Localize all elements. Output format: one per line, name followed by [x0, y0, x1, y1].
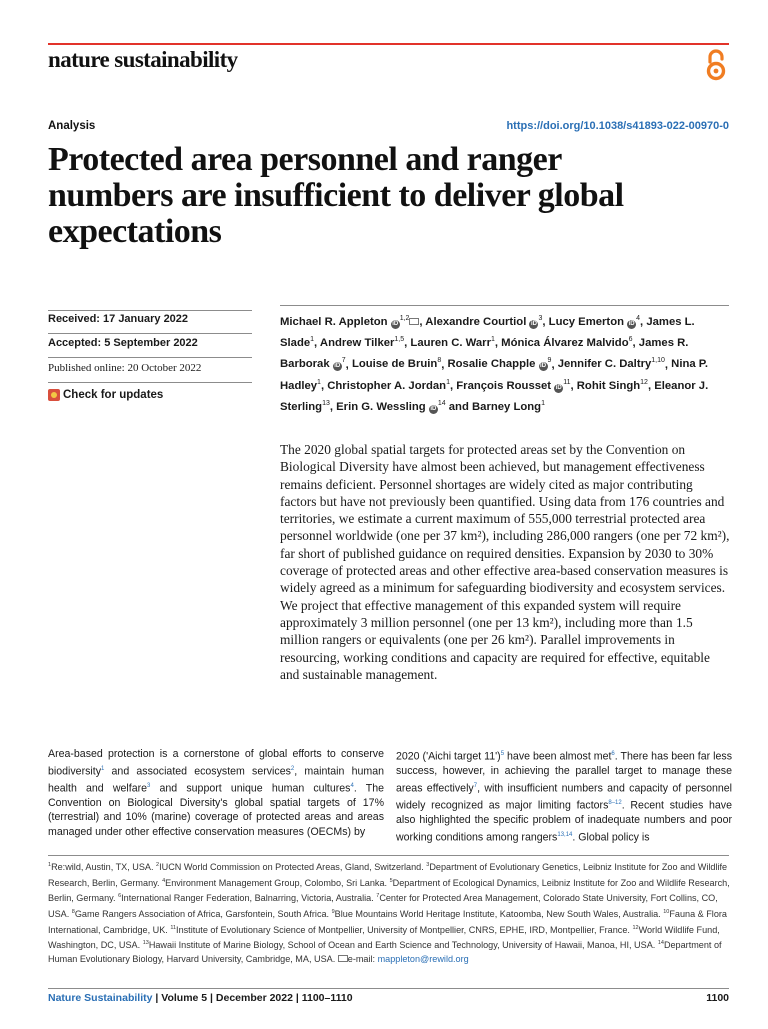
- divider: [48, 310, 252, 311]
- affiliation-text: International Ranger Federation, Balnarring, Victoria, Australia.: [121, 893, 377, 904]
- author-name[interactable]: Eleanor J. Sterling: [280, 379, 709, 414]
- divider: [280, 305, 729, 306]
- citation-ref[interactable]: 6: [611, 751, 615, 757]
- author-entry: [501, 337, 632, 349]
- check-updates-icon: [48, 389, 60, 401]
- author-entry: [320, 337, 404, 349]
- citation-ref[interactable]: 13,14: [557, 831, 573, 838]
- affiliation-text: Game Rangers Association of Africa, Garsfontein, South Africa.: [74, 908, 332, 919]
- affiliation-text: Hawaii Institute of Marine Biology, School of Ocean and Earth Science and Technology, University of Hawaii, Manoa, HI, USA.: [148, 940, 658, 951]
- footer-citation: [48, 992, 353, 1004]
- author-affiliation-ref: 1: [541, 400, 545, 408]
- citation-ref[interactable]: 4: [350, 782, 354, 789]
- author-entry: [410, 337, 494, 349]
- citation-ref[interactable]: 1: [101, 765, 105, 772]
- affiliation-text: Center for Protected Area Management, Colorado State University, Fort Collins, CO, USA.: [48, 893, 718, 919]
- orcid-icon[interactable]: iD: [555, 384, 562, 391]
- affiliation-number: 8: [71, 908, 75, 915]
- divider: [48, 357, 252, 358]
- citation-ref[interactable]: 3: [147, 782, 151, 789]
- divider: [48, 988, 729, 989]
- page-number: 1100: [706, 992, 729, 1004]
- article-type: Analysis: [48, 120, 96, 132]
- author-name[interactable]: Alexandre Courtiol: [425, 315, 527, 328]
- author-name[interactable]: James R. Barborak: [280, 337, 689, 371]
- affiliation-number: 14: [657, 940, 664, 947]
- author-name[interactable]: Lucy Emerton: [548, 315, 624, 328]
- footer-journal-name[interactable]: Nature Sustainability: [48, 992, 153, 1004]
- affiliation-text: Department of Evolutionary Genetics, Leibniz Institute for Zoo and Wildlife Research, Berlin, Germany.: [48, 862, 728, 888]
- author-affiliation-ref: 1: [310, 336, 315, 344]
- author-name[interactable]: Barney Long: [472, 401, 542, 414]
- orcid-icon[interactable]: iD: [392, 320, 399, 327]
- author-list: Michael R. Appleton iD$^{1,2}$ , Alexandre Courtiol $iD^3$, Lucy Emerton $iD^4$, James L. Slade$^1$, Andrew Tilker$^{1,5}$, Lauren C. Warr$^1$, Mónica Álvarez Malvido$^6$, James R. Barborak $iD^7$, Louise de Bruin$^8$, Rosalie Chapple $iD^9$, Jennifer C. Daltry$^{1,10}$, Nina P. Hadley$^1$, Christopher A. Jordan$^1$, François Rousset $iD^{11}$, Rohit Singh$^{12}$, Eleanor J. Sterling$^{13}$, Erin G. Wessling $iD^{14}$ and Barney Long$^1$: [280, 315, 709, 414]
- email-label: e-mail:: [347, 953, 378, 964]
- author-name[interactable]: Michael R. Appleton: [280, 315, 388, 328]
- author-name[interactable]: François Rousset: [456, 379, 552, 392]
- citation-ref[interactable]: 5: [500, 751, 505, 757]
- affiliation-number: 12: [632, 924, 639, 931]
- author-affiliation-ref: 13: [322, 400, 330, 408]
- published-date: Published online: 20 October 2022: [48, 362, 202, 374]
- citation-ref[interactable]: 7: [473, 782, 478, 789]
- abstract: The 2020 global spatial targets for protected areas set by the Convention on Biological Diversity have almost been achieved, but management effectiveness remains deficient. Personnel shortages are widely cited as major contributing factors but have not previously been quantified. Using data from 176 countries and territories, we estimate a current maximum of 555,000 terrestrial protected area personnel worldwide (one per 37 km²), including 286,000 rangers (one per 72 km²), far short of published guidance on required densities. Expansion by 2030 to 30% coverage of protected areas and other effective area-based conservation measures is widely agreed as a minimum for safeguarding biodiversity and ecosystem services. We project that effective management of this expanded system will require approximately 3 million personnel (one per 13 km²), including more than 1.5 million rangers or equivalents (one per 26 km²). Parallel improvements in resourcing, working conditions and capacity are required for effective, equitable and sustainable management.: [280, 442, 730, 682]
- footer-volume-info: | Volume 5 | December 2022 | 1100–1110: [152, 992, 353, 1004]
- author-entry: [549, 316, 640, 328]
- affiliation-number: 2: [156, 862, 160, 868]
- author-name[interactable]: Christopher A. Jordan: [327, 379, 447, 392]
- affiliation-text: Department of Human Evolutionary Biology, Harvard University, Cambridge, MA, USA.: [48, 940, 722, 964]
- author-entry: [352, 358, 441, 370]
- author-affiliation-ref: 1,2: [399, 315, 410, 322]
- affiliation-text: Environment Management Group, Colombo, Sri Lanka.: [165, 877, 390, 888]
- author-entry: [472, 401, 545, 413]
- divider: [48, 333, 252, 334]
- author-entry: [577, 380, 648, 392]
- affiliations: [48, 859, 732, 966]
- author-entry: [280, 316, 419, 328]
- author-name[interactable]: Lauren C. Warr: [410, 337, 491, 350]
- author-affiliation-ref: 9: [547, 357, 552, 365]
- affiliation-text: Department of Ecological Dynamics, Leibniz Institute for Zoo and Wildlife Research, Berlin, Germany.: [48, 877, 730, 904]
- author-affiliation-ref: 14: [437, 400, 446, 408]
- affiliation-text: Re:wild, Austin, TX, USA.: [51, 862, 157, 873]
- orcid-icon[interactable]: iD: [334, 363, 341, 370]
- check-for-updates-button[interactable]: [48, 389, 163, 401]
- author-name[interactable]: Mónica Álvarez Malvido: [501, 337, 629, 350]
- affiliation-text: IUCN World Commission on Protected Areas, Gland, Switzerland.: [159, 862, 427, 873]
- author-entry: [425, 316, 542, 328]
- author-affiliation-ref: 1,5: [394, 336, 405, 344]
- doi-link[interactable]: https://doi.org/10.1038/s41893-022-00970-0: [506, 120, 729, 132]
- author-affiliation-ref: 1: [446, 379, 450, 387]
- affiliation-number: 10: [663, 908, 670, 915]
- citation-ref[interactable]: 8–12: [608, 799, 622, 806]
- author-entry: [336, 401, 446, 413]
- author-name[interactable]: Rohit Singh: [576, 379, 641, 392]
- author-entry: [558, 358, 665, 370]
- author-entry: [456, 380, 570, 392]
- divider: [48, 382, 252, 383]
- article-title: Protected area personnel and ranger numbers are insufficient to deliver global expectations: [48, 141, 624, 250]
- affiliation-text: World Wildlife Fund, Washington, DC, USA.: [48, 924, 720, 951]
- author-entry: [448, 358, 552, 370]
- accepted-date: Accepted: 5 September 2022: [48, 337, 198, 349]
- author-affiliation-ref: 1: [490, 336, 495, 344]
- orcid-icon[interactable]: iD: [628, 320, 635, 327]
- author-name[interactable]: Nina P. Hadley: [280, 358, 709, 392]
- author-affiliation-ref: 3: [538, 315, 543, 322]
- citation-ref[interactable]: 2: [290, 765, 295, 772]
- orcid-icon[interactable]: iD: [530, 320, 537, 327]
- author-name[interactable]: Jennifer C. Daltry: [557, 358, 652, 371]
- author-name[interactable]: Louise de Bruin: [351, 358, 438, 371]
- author-name[interactable]: James L. Slade: [280, 315, 695, 350]
- orcid-icon[interactable]: iD: [430, 406, 437, 413]
- journal-name: nature sustainability: [48, 47, 238, 72]
- affiliation-text: Fauna & Flora International, Cambridge, UK.: [48, 908, 727, 935]
- author-name[interactable]: Erin G. Wessling: [336, 401, 426, 414]
- orcid-icon[interactable]: iD: [540, 363, 547, 370]
- author-affiliation-ref: 6: [628, 336, 633, 344]
- author-name[interactable]: Andrew Tilker: [319, 337, 395, 350]
- affiliation-number: 11: [170, 924, 177, 931]
- author-affiliation-ref: 7: [341, 357, 346, 365]
- affiliation-text: Institute of Evolutionary Science of Montpellier, University of Montpellier, CNRS, EPHE, IRD, Montpellier, France.: [176, 924, 633, 935]
- author-affiliation-ref: 4: [636, 315, 641, 322]
- mail-icon[interactable]: [409, 318, 419, 325]
- affiliation-number: 7: [376, 893, 380, 900]
- author-affiliation-ref: 1: [317, 379, 321, 387]
- affiliation-number: 4: [162, 877, 166, 884]
- open-access-icon[interactable]: [704, 48, 728, 82]
- author-affiliation-ref: 11: [563, 379, 571, 387]
- mail-icon: [338, 955, 348, 962]
- affiliation-number: 5: [389, 877, 393, 884]
- body-column-right: 2020 ('Aichi target 11')$^5$ have been almost met$^6$. There has been far less success, however, in achieving the parallel target to manage these areas effectively$^7$, with insufficient numbers and capacity of personnel widely recognized as major limiting factors$^{8-12}$. Recent studies have also highlighted the specific problem of inadequate numbers and poor working conditions among rangers$^{13,14}$. Global policy is: [396, 750, 732, 844]
- affiliation-number: 3: [426, 862, 430, 868]
- author-affiliation-ref: 12: [640, 379, 648, 387]
- affiliation-text: Blue Mountains World Heritage Institute, Katoomba, New South Wales, Australia.: [334, 908, 664, 919]
- divider: [48, 855, 729, 856]
- check-updates-label: Check for updates: [63, 389, 164, 401]
- body-column-left: Area-based protection is a cornerstone of global efforts to conserve biodiversity$^1$ and associated ecosystem services$^2$, maintain human health and welfare$^3$ and support unique human cultures$^4$. The Convention on Biological Diversity's global spatial targets of 17% (terrestrial) and 10% (marine) coverage of protected areas and areas managed under other effective conservation measures (OECMs) by: [48, 748, 385, 839]
- header-rule: [48, 43, 729, 45]
- author-affiliation-ref: 8: [437, 357, 442, 365]
- affiliation-number: 9: [331, 908, 335, 915]
- email-link[interactable]: mappleton@rewild.org: [377, 953, 469, 964]
- affiliation-number: 13: [142, 940, 149, 947]
- author-entry: [327, 380, 450, 392]
- affiliation-number: 1: [48, 862, 52, 868]
- affiliation-number: 6: [118, 893, 122, 900]
- author-name[interactable]: Rosalie Chapple: [447, 358, 536, 371]
- author-affiliation-ref: 1,10: [651, 357, 665, 365]
- received-date: Received: 17 January 2022: [48, 313, 189, 325]
